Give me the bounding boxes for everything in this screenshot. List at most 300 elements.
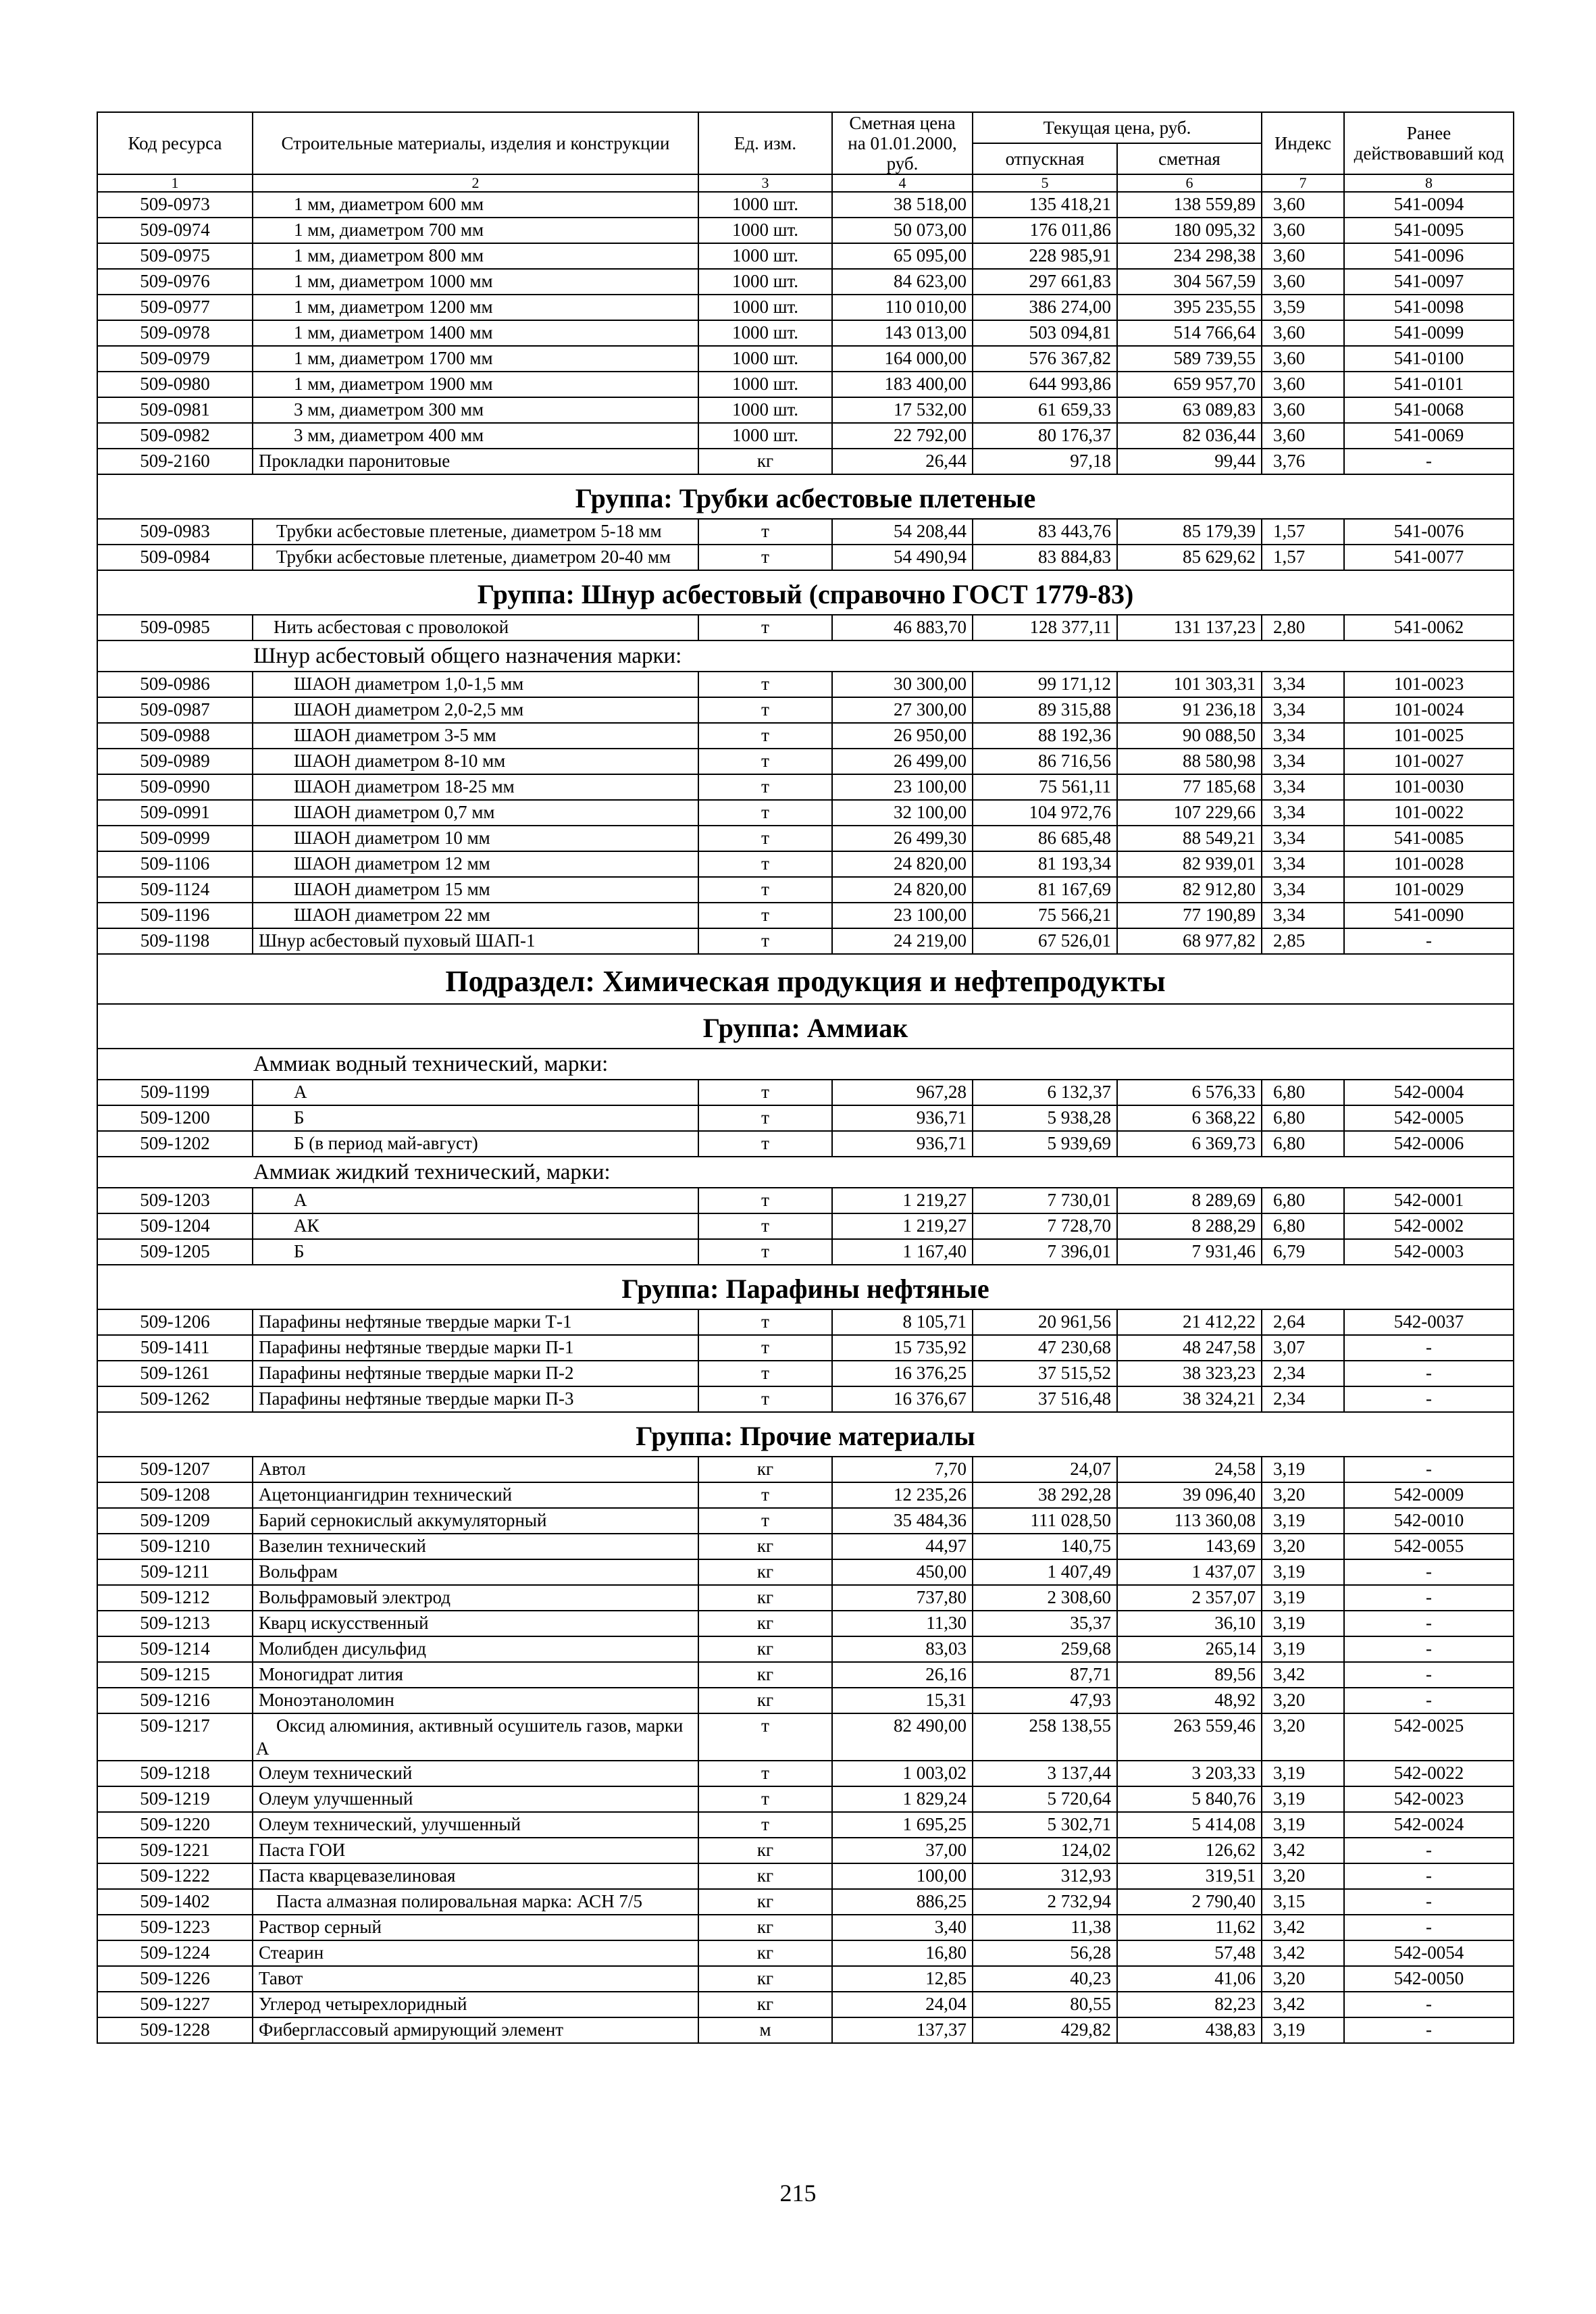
table-row <box>97 243 1514 269</box>
base-price: 15,31 <box>832 1688 973 1713</box>
material-name: 1 мм, диаметром 800 мм <box>253 243 698 269</box>
resource-code: 509-1207 <box>97 1457 253 1482</box>
release-price: 11,38 <box>973 1915 1117 1940</box>
column-number: 8 <box>1344 174 1514 192</box>
previous-code: - <box>1344 1457 1514 1482</box>
previous-code: 542-0023 <box>1344 1786 1514 1812</box>
price-index: 3,42 <box>1262 1915 1344 1940</box>
table-row <box>97 1239 1514 1265</box>
base-price: 37,00 <box>832 1838 973 1863</box>
table-row <box>97 1534 1514 1559</box>
table-row <box>97 1386 1514 1412</box>
release-price: 81 193,34 <box>973 851 1117 877</box>
unit: кг <box>698 1585 832 1611</box>
resource-code: 509-1196 <box>97 903 253 928</box>
price-index: 3,59 <box>1262 295 1344 320</box>
material-name: 1 мм, диаметром 1900 мм <box>253 372 698 397</box>
material-name: Олеум улучшенный <box>253 1786 698 1812</box>
price-index: 3,20 <box>1262 1713 1344 1761</box>
subheading-row <box>97 1049 1514 1080</box>
base-price: 84 623,00 <box>832 269 973 295</box>
release-price: 81 167,69 <box>973 877 1117 903</box>
header-release: отпускная <box>973 143 1117 174</box>
material-name: 1 мм, диаметром 700 мм <box>253 218 698 243</box>
price-index: 2,80 <box>1262 615 1344 640</box>
previous-code: - <box>1344 1611 1514 1636</box>
price-index: 6,80 <box>1262 1105 1344 1131</box>
table-row <box>97 749 1514 774</box>
release-price: 40,23 <box>973 1966 1117 1992</box>
release-price: 24,07 <box>973 1457 1117 1482</box>
unit: кг <box>698 1662 832 1688</box>
base-price: 15 735,92 <box>832 1335 973 1361</box>
release-price: 128 377,11 <box>973 615 1117 640</box>
resource-code: 509-0974 <box>97 218 253 243</box>
release-price: 47 230,68 <box>973 1335 1117 1361</box>
unit: кг <box>698 449 832 474</box>
base-price: 183 400,00 <box>832 372 973 397</box>
estimate-price: 7 931,46 <box>1117 1239 1262 1265</box>
material-name: ШАОН диаметром 18-25 мм <box>253 774 698 800</box>
unit: 1000 шт. <box>698 192 832 218</box>
price-index: 3,42 <box>1262 1940 1344 1966</box>
estimate-price: 6 369,73 <box>1117 1131 1262 1157</box>
previous-code: 542-0003 <box>1344 1239 1514 1265</box>
material-name: 1 мм, диаметром 1700 мм <box>253 346 698 372</box>
release-price: 228 985,91 <box>973 243 1117 269</box>
table-row <box>97 1636 1514 1662</box>
material-name: Б <box>253 1239 698 1265</box>
material-name: Оксид алюминия, активный осушитель газов, марки А <box>253 1713 698 1761</box>
subheading-row <box>97 640 1514 672</box>
previous-code: - <box>1344 1361 1514 1386</box>
table-row <box>97 1559 1514 1585</box>
previous-code: 542-0001 <box>1344 1188 1514 1213</box>
estimate-price: 99,44 <box>1117 449 1262 474</box>
estimate-price: 8 289,69 <box>1117 1188 1262 1213</box>
resource-code: 509-1215 <box>97 1662 253 1688</box>
price-index: 3,20 <box>1262 1688 1344 1713</box>
price-index: 2,34 <box>1262 1386 1344 1412</box>
unit: кг <box>698 1863 832 1889</box>
table-row <box>97 1457 1514 1482</box>
table-row <box>97 519 1514 545</box>
base-price: 737,80 <box>832 1585 973 1611</box>
estimate-price: 113 360,08 <box>1117 1508 1262 1534</box>
base-price: 3,40 <box>832 1915 973 1940</box>
material-name: ШАОН диаметром 3-5 мм <box>253 723 698 749</box>
header-estimate: сметная <box>1117 143 1262 174</box>
table-row <box>97 826 1514 851</box>
unit: 1000 шт. <box>698 372 832 397</box>
release-price: 297 661,83 <box>973 269 1117 295</box>
price-index: 3,60 <box>1262 243 1344 269</box>
table-row <box>97 672 1514 697</box>
price-index: 2,64 <box>1262 1309 1344 1335</box>
base-price: 54 208,44 <box>832 519 973 545</box>
previous-code: 542-0002 <box>1344 1213 1514 1239</box>
release-price: 37 516,48 <box>973 1386 1117 1412</box>
price-index: 3,34 <box>1262 774 1344 800</box>
subsection-title: Подраздел: Химическая продукция и нефтепродукты <box>97 954 1514 1004</box>
release-price: 35,37 <box>973 1611 1117 1636</box>
previous-code: - <box>1344 1863 1514 1889</box>
price-table <box>97 111 1514 2044</box>
price-index: 3,42 <box>1262 1992 1344 2017</box>
previous-code: 542-0054 <box>1344 1940 1514 1966</box>
unit: т <box>698 1335 832 1361</box>
material-name: Парафины нефтяные твердые марки П-1 <box>253 1335 698 1361</box>
estimate-price: 2 357,07 <box>1117 1585 1262 1611</box>
unit: 1000 шт. <box>698 218 832 243</box>
material-name: ШАОН диаметром 10 мм <box>253 826 698 851</box>
resource-code: 509-1203 <box>97 1188 253 1213</box>
material-name: 1 мм, диаметром 1400 мм <box>253 320 698 346</box>
base-price: 164 000,00 <box>832 346 973 372</box>
unit: т <box>698 1761 832 1786</box>
material-name: Парафины нефтяные твердые марки П-3 <box>253 1386 698 1412</box>
base-price: 1 829,24 <box>832 1786 973 1812</box>
estimate-price: 85 179,39 <box>1117 519 1262 545</box>
price-index: 3,42 <box>1262 1662 1344 1688</box>
table-row <box>97 545 1514 570</box>
base-price: 967,28 <box>832 1080 973 1105</box>
previous-code: 542-0009 <box>1344 1482 1514 1508</box>
unit: кг <box>698 1457 832 1482</box>
previous-code: 541-0101 <box>1344 372 1514 397</box>
release-price: 1 407,49 <box>973 1559 1117 1585</box>
table-row <box>97 877 1514 903</box>
material-name: Нить асбестовая с проволокой <box>253 615 698 640</box>
base-price: 24 820,00 <box>832 877 973 903</box>
unit: т <box>698 1188 832 1213</box>
material-name: Трубки асбестовые плетеные, диаметром 20-40 мм <box>253 545 698 570</box>
estimate-price: 82 912,80 <box>1117 877 1262 903</box>
base-price: 82 490,00 <box>832 1713 973 1761</box>
resource-code: 509-0984 <box>97 545 253 570</box>
previous-code: 542-0004 <box>1344 1080 1514 1105</box>
previous-code: 541-0094 <box>1344 192 1514 218</box>
unit: 1000 шт. <box>698 346 832 372</box>
estimate-price: 85 629,62 <box>1117 545 1262 570</box>
previous-code: - <box>1344 1662 1514 1688</box>
table-row <box>97 615 1514 640</box>
table-row <box>97 1761 1514 1786</box>
unit: т <box>698 1309 832 1335</box>
base-price: 1 219,27 <box>832 1213 973 1239</box>
release-price: 3 137,44 <box>973 1761 1117 1786</box>
estimate-price: 39 096,40 <box>1117 1482 1262 1508</box>
material-name: Олеум технический <box>253 1761 698 1786</box>
estimate-price: 90 088,50 <box>1117 723 1262 749</box>
resource-code: 509-0980 <box>97 372 253 397</box>
estimate-price: 304 567,59 <box>1117 269 1262 295</box>
release-price: 140,75 <box>973 1534 1117 1559</box>
column-number: 3 <box>698 174 832 192</box>
price-index: 3,34 <box>1262 851 1344 877</box>
base-price: 26,16 <box>832 1662 973 1688</box>
resource-code: 509-0985 <box>97 615 253 640</box>
estimate-price: 438,83 <box>1117 2017 1262 2043</box>
base-price: 1 167,40 <box>832 1239 973 1265</box>
table-row <box>97 800 1514 826</box>
estimate-price: 319,51 <box>1117 1863 1262 1889</box>
price-index: 6,79 <box>1262 1239 1344 1265</box>
previous-code: 541-0069 <box>1344 423 1514 449</box>
price-index: 3,19 <box>1262 1508 1344 1534</box>
release-price: 20 961,56 <box>973 1309 1117 1335</box>
price-index: 3,20 <box>1262 1482 1344 1508</box>
table-row <box>97 1361 1514 1386</box>
material-name: Паста ГОИ <box>253 1838 698 1863</box>
table-row <box>97 903 1514 928</box>
material-name: Парафины нефтяные твердые марки П-2 <box>253 1361 698 1386</box>
resource-code: 509-1228 <box>97 2017 253 2043</box>
previous-code: - <box>1344 449 1514 474</box>
base-price: 24 820,00 <box>832 851 973 877</box>
base-price: 35 484,36 <box>832 1508 973 1534</box>
table-row <box>97 1611 1514 1636</box>
previous-code: 541-0098 <box>1344 295 1514 320</box>
material-name: Шнур асбестовый пуховый ШАП-1 <box>253 928 698 954</box>
unit: т <box>698 1812 832 1838</box>
price-index: 3,19 <box>1262 1761 1344 1786</box>
material-name: 3 мм, диаметром 300 мм <box>253 397 698 423</box>
unit: т <box>698 774 832 800</box>
material-name: Молибден дисульфид <box>253 1636 698 1662</box>
estimate-price: 82 939,01 <box>1117 851 1262 877</box>
estimate-price: 6 576,33 <box>1117 1080 1262 1105</box>
previous-code: 541-0097 <box>1344 269 1514 295</box>
estimate-price: 126,62 <box>1117 1838 1262 1863</box>
resource-code: 509-1214 <box>97 1636 253 1662</box>
material-name: ШАОН диаметром 0,7 мм <box>253 800 698 826</box>
previous-code: 541-0062 <box>1344 615 1514 640</box>
base-price: 936,71 <box>832 1105 973 1131</box>
estimate-price: 88 549,21 <box>1117 826 1262 851</box>
resource-code: 509-0977 <box>97 295 253 320</box>
header-current-price: Текущая цена, руб. <box>973 112 1262 143</box>
document-page <box>97 111 1513 2044</box>
price-index: 3,34 <box>1262 697 1344 723</box>
base-price: 8 105,71 <box>832 1309 973 1335</box>
table-row <box>97 1309 1514 1335</box>
base-price: 26 950,00 <box>832 723 973 749</box>
table-row <box>97 1915 1514 1940</box>
table-row <box>97 269 1514 295</box>
release-price: 7 396,01 <box>973 1239 1117 1265</box>
base-price: 30 300,00 <box>832 672 973 697</box>
subsection-heading-row <box>97 954 1514 1004</box>
estimate-price: 82 036,44 <box>1117 423 1262 449</box>
unit: кг <box>698 1940 832 1966</box>
subheading-title: Аммиак жидкий технический, марки: <box>97 1157 1514 1188</box>
estimate-price: 24,58 <box>1117 1457 1262 1482</box>
base-price: 1 003,02 <box>832 1761 973 1786</box>
group-heading-row <box>97 570 1514 615</box>
release-price: 67 526,01 <box>973 928 1117 954</box>
previous-code: - <box>1344 1559 1514 1585</box>
table-row <box>97 697 1514 723</box>
table-row <box>97 723 1514 749</box>
release-price: 86 716,56 <box>973 749 1117 774</box>
unit: т <box>698 1080 832 1105</box>
base-price: 886,25 <box>832 1889 973 1915</box>
previous-code: 541-0068 <box>1344 397 1514 423</box>
subheading-row <box>97 1157 1514 1188</box>
estimate-price: 5 840,76 <box>1117 1786 1262 1812</box>
table-row <box>97 192 1514 218</box>
previous-code: - <box>1344 1335 1514 1361</box>
header-code: Код ресурса <box>97 112 253 174</box>
resource-code: 509-1411 <box>97 1335 253 1361</box>
material-name: Автол <box>253 1457 698 1482</box>
price-index: 3,34 <box>1262 800 1344 826</box>
price-index: 3,20 <box>1262 1863 1344 1889</box>
table-row <box>97 1889 1514 1915</box>
resource-code: 509-0975 <box>97 243 253 269</box>
estimate-price: 107 229,66 <box>1117 800 1262 826</box>
unit: кг <box>698 1915 832 1940</box>
estimate-price: 180 095,32 <box>1117 218 1262 243</box>
previous-code: - <box>1344 1585 1514 1611</box>
release-price: 89 315,88 <box>973 697 1117 723</box>
release-price: 258 138,55 <box>973 1713 1117 1761</box>
estimate-price: 89,56 <box>1117 1662 1262 1688</box>
table-row <box>97 1812 1514 1838</box>
material-name: Вазелин технический <box>253 1534 698 1559</box>
price-index: 3,76 <box>1262 449 1344 474</box>
table-row <box>97 1335 1514 1361</box>
estimate-price: 91 236,18 <box>1117 697 1262 723</box>
base-price: 12 235,26 <box>832 1482 973 1508</box>
release-price: 75 566,21 <box>973 903 1117 928</box>
subheading-title: Аммиак водный технический, марки: <box>97 1049 1514 1080</box>
estimate-price: 395 235,55 <box>1117 295 1262 320</box>
price-index: 3,60 <box>1262 269 1344 295</box>
previous-code: 541-0085 <box>1344 826 1514 851</box>
unit: кг <box>698 1966 832 1992</box>
table-row <box>97 1105 1514 1131</box>
table-row <box>97 449 1514 474</box>
unit: кг <box>698 1636 832 1662</box>
unit: т <box>698 697 832 723</box>
table-row <box>97 320 1514 346</box>
resource-code: 509-0988 <box>97 723 253 749</box>
release-price: 5 720,64 <box>973 1786 1117 1812</box>
estimate-price: 143,69 <box>1117 1534 1262 1559</box>
unit: т <box>698 1713 832 1761</box>
previous-code: - <box>1344 1688 1514 1713</box>
table-row <box>97 1508 1514 1534</box>
release-price: 5 939,69 <box>973 1131 1117 1157</box>
base-price: 16 376,25 <box>832 1361 973 1386</box>
base-price: 1 695,25 <box>832 1812 973 1838</box>
base-price: 50 073,00 <box>832 218 973 243</box>
previous-code: 101-0029 <box>1344 877 1514 903</box>
price-index: 3,19 <box>1262 1636 1344 1662</box>
resource-code: 509-0987 <box>97 697 253 723</box>
release-price: 259,68 <box>973 1636 1117 1662</box>
resource-code: 509-0979 <box>97 346 253 372</box>
unit: т <box>698 545 832 570</box>
release-price: 38 292,28 <box>973 1482 1117 1508</box>
price-index: 6,80 <box>1262 1131 1344 1157</box>
group-title: Группа: Прочие материалы <box>97 1412 1514 1457</box>
material-name: Вольфрам <box>253 1559 698 1585</box>
table-row <box>97 295 1514 320</box>
material-name: Моногидрат лития <box>253 1662 698 1688</box>
release-price: 83 884,83 <box>973 545 1117 570</box>
table-body <box>97 192 1514 2043</box>
base-price: 26 499,30 <box>832 826 973 851</box>
resource-code: 509-1198 <box>97 928 253 954</box>
previous-code: 101-0025 <box>1344 723 1514 749</box>
price-index: 3,34 <box>1262 877 1344 903</box>
material-name: 1 мм, диаметром 600 мм <box>253 192 698 218</box>
price-index: 1,57 <box>1262 519 1344 545</box>
material-name: Олеум технический, улучшенный <box>253 1812 698 1838</box>
price-index: 6,80 <box>1262 1188 1344 1213</box>
material-name: ШАОН диаметром 1,0-1,5 мм <box>253 672 698 697</box>
header-index: Индекс <box>1262 112 1344 174</box>
resource-code: 509-0981 <box>97 397 253 423</box>
estimate-price: 77 185,68 <box>1117 774 1262 800</box>
resource-code: 509-0978 <box>97 320 253 346</box>
previous-code: - <box>1344 1889 1514 1915</box>
unit: т <box>698 723 832 749</box>
previous-code: 542-0055 <box>1344 1534 1514 1559</box>
estimate-price: 68 977,82 <box>1117 928 1262 954</box>
estimate-price: 48,92 <box>1117 1688 1262 1713</box>
table-row <box>97 1662 1514 1688</box>
table-row <box>97 1940 1514 1966</box>
resource-code: 509-1205 <box>97 1239 253 1265</box>
resource-code: 509-0983 <box>97 519 253 545</box>
column-number: 4 <box>832 174 973 192</box>
unit: т <box>698 1482 832 1508</box>
material-name: Моноэтаноломин <box>253 1688 698 1713</box>
release-price: 97,18 <box>973 449 1117 474</box>
release-price: 83 443,76 <box>973 519 1117 545</box>
resource-code: 509-2160 <box>97 449 253 474</box>
material-name: Кварц искусственный <box>253 1611 698 1636</box>
unit: 1000 шт. <box>698 269 832 295</box>
material-name: Ацетонциангидрин технический <box>253 1482 698 1508</box>
resource-code: 509-1219 <box>97 1786 253 1812</box>
material-name: Стеарин <box>253 1940 698 1966</box>
release-price: 2 308,60 <box>973 1585 1117 1611</box>
release-price: 99 171,12 <box>973 672 1117 697</box>
resource-code: 509-1402 <box>97 1889 253 1915</box>
estimate-price: 57,48 <box>1117 1940 1262 1966</box>
table-row <box>97 397 1514 423</box>
table-row <box>97 1863 1514 1889</box>
resource-code: 509-1106 <box>97 851 253 877</box>
table-row <box>97 928 1514 954</box>
group-heading-row <box>97 474 1514 519</box>
unit: т <box>698 851 832 877</box>
previous-code: - <box>1344 1838 1514 1863</box>
estimate-price: 234 298,38 <box>1117 243 1262 269</box>
material-name: ШАОН диаметром 8-10 мм <box>253 749 698 774</box>
price-index: 3,20 <box>1262 1966 1344 1992</box>
estimate-price: 48 247,58 <box>1117 1335 1262 1361</box>
base-price: 16,80 <box>832 1940 973 1966</box>
resource-code: 509-1221 <box>97 1838 253 1863</box>
table-row <box>97 372 1514 397</box>
base-price: 16 376,67 <box>832 1386 973 1412</box>
